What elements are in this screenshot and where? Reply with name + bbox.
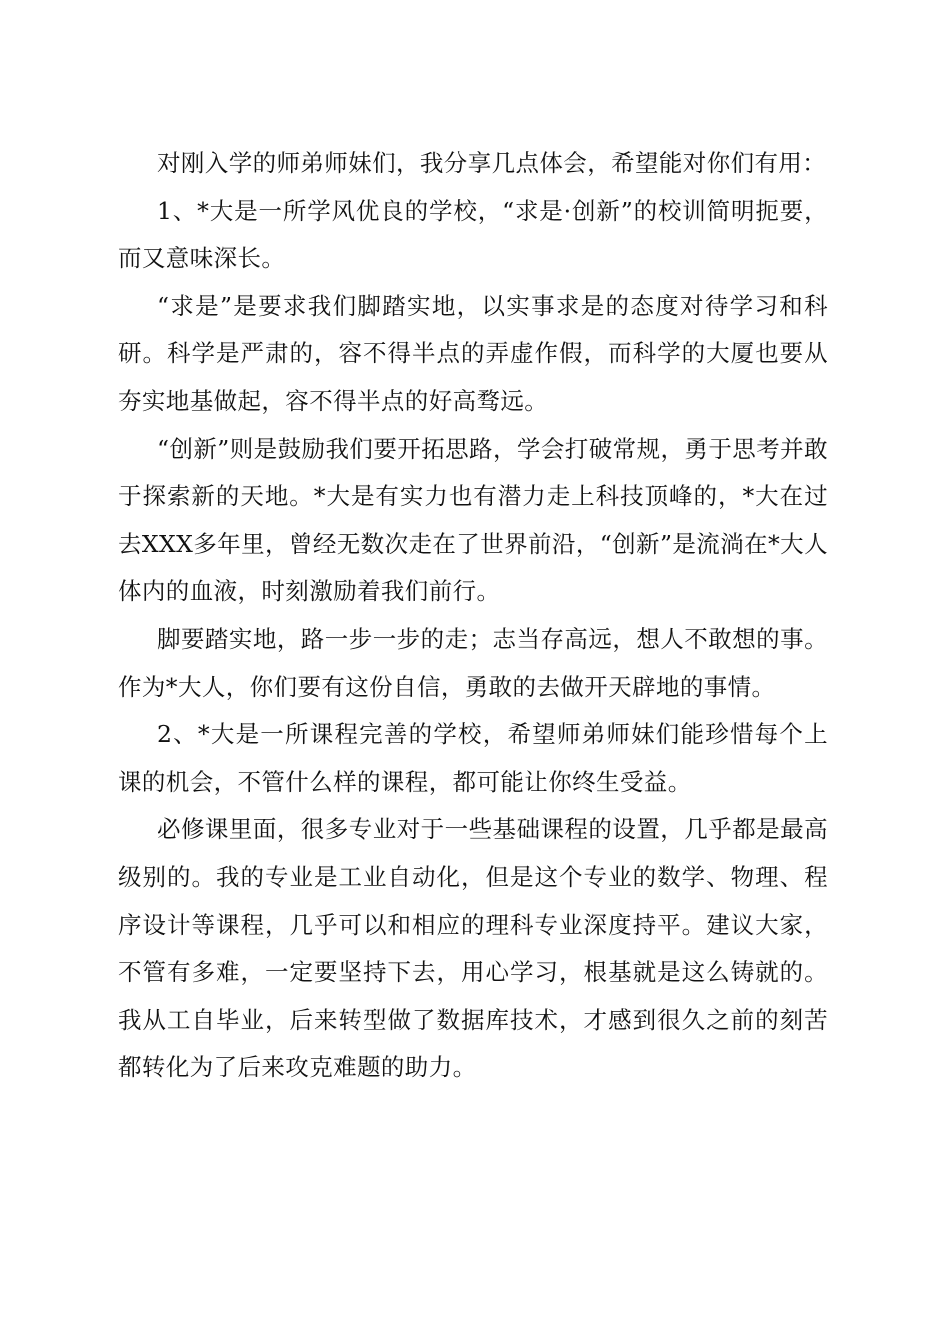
paragraph-down-to-earth: 脚要踏实地，路一步一步的走；志当存高远，想人不敢想的事。作为*大人，你们要有这份自信，勇敢的去做开天辟地的事情。 xyxy=(118,624,828,701)
paragraph-qiushi: “求是”是要求我们脚踏实地，以实事求是的态度对待学习和科研。科学是严肃的，容不得半点的弄虚作假，而科学的大厦也要从夯实地基做起，容不得半点的好高骛远。 xyxy=(118,291,828,415)
paragraph-point-1: 1、*大是一所学风优良的学校，“求是·创新”的校训简明扼要，而又意味深长。 xyxy=(118,196,828,273)
paragraph-chuangxin: “创新”则是鼓励我们要开拓思路，学会打破常规，勇于思考并敢于探索新的天地。*大是有实力也有潜力走上科技顶峰的，*大在过去XXX多年里，曾经无数次走在了世界前沿，“创新”是流淌在*大人体内的血液，时刻激励着我们前行。 xyxy=(118,434,828,606)
paragraph-required-courses: 必修课里面，很多专业对于一些基础课程的设置，几乎都是最高级别的。我的专业是工业自动化，但是这个专业的数学、物理、程序设计等课程，几乎可以和相应的理科专业深度持平。建议大家，不管有多难，一定要坚持下去，用心学习，根基就是这么铸就的。我从工自毕业，后来转型做了数据库技术，才感到很久之前的刻苦都转化为了后来攻克难题的助力。 xyxy=(118,815,828,1082)
paragraph-intro: 对刚入学的师弟师妹们，我分享几点体会，希望能对你们有用： xyxy=(157,149,827,177)
paragraph-point-2: 2、*大是一所课程完善的学校，希望师弟师妹们能珍惜每个上课的机会，不管什么样的课程，都可能让你终生受益。 xyxy=(118,720,828,796)
document-body xyxy=(118,140,828,1092)
